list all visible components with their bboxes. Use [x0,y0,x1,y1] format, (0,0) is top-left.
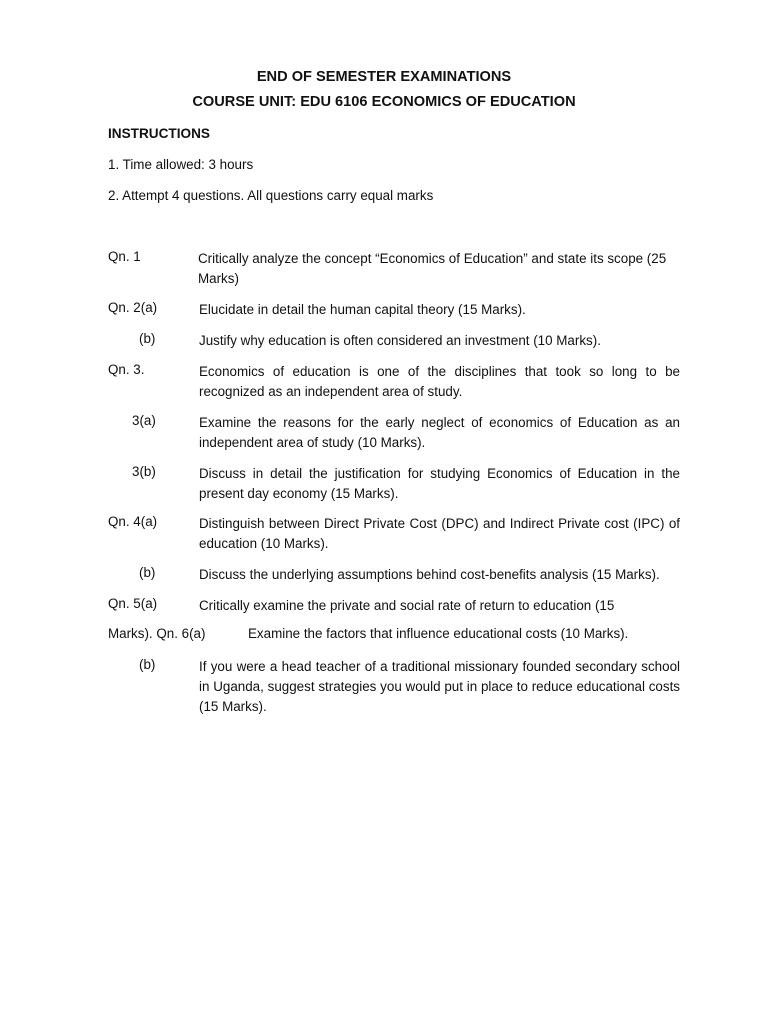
question-label: Qn. 4(a) [108,514,158,529]
question-6a-line [108,626,629,641]
question-label: Qn. 3. [108,362,145,377]
question-label: 3(a) [132,413,156,428]
question-text: Discuss the underlying assumptions behind cost-benefits analysis (15 Marks). [199,567,660,582]
question-text: Discuss in detail the justification for studying Economics of Education in the present day economy (15 Marks). [199,466,680,501]
question-label: Qn. 2(a) [108,300,158,315]
question-label: (b) [139,565,156,580]
question-label: Qn. 1 [108,249,141,264]
question-label: 3(b) [132,464,156,479]
exam-title: END OF SEMESTER EXAMINATIONS [256,69,512,85]
question-text: Examine the reasons for the early neglect of economics of Education as an independent area of study (10 Marks). [199,415,680,450]
instruction-item: 2. Attempt 4 questions. All questions carry equal marks [108,188,434,203]
course-unit-title: COURSE UNIT: EDU 6106 ECONOMICS OF EDUCATION [192,94,576,110]
question-text: Justify why education is often considered an investment (10 Marks). [199,333,601,348]
question-text: Elucidate in detail the human capital theory (15 Marks). [199,302,526,317]
instructions-heading: INSTRUCTIONS [108,126,210,141]
question-text: Distinguish between Direct Private Cost (DPC) and Indirect Private cost (IPC) of education (10 Marks). [199,516,680,551]
question-text: Critically examine the private and social rate of return to education (15 [199,598,615,613]
question-label: Marks). Qn. 6(a) [108,626,206,641]
question-text: Economics of education is one of the disciplines that took so long to be recognized as an independent area of study. [199,364,680,399]
question-text: If you were a head teacher of a traditional missionary founded secondary school in Uganda, suggest strategies you would put in place to reduce educational costs (15 Marks). [199,659,680,714]
question-text: Critically analyze the concept “Economics of Education” and state its scope (25 Marks) [198,251,667,286]
instruction-item: 1. Time allowed: 3 hours [108,157,254,172]
question-label: (b) [139,657,156,672]
question-text: Examine the factors that influence educational costs (10 Marks). [248,626,629,641]
question-label: Qn. 5(a) [108,596,158,611]
question-label: (b) [139,331,156,346]
